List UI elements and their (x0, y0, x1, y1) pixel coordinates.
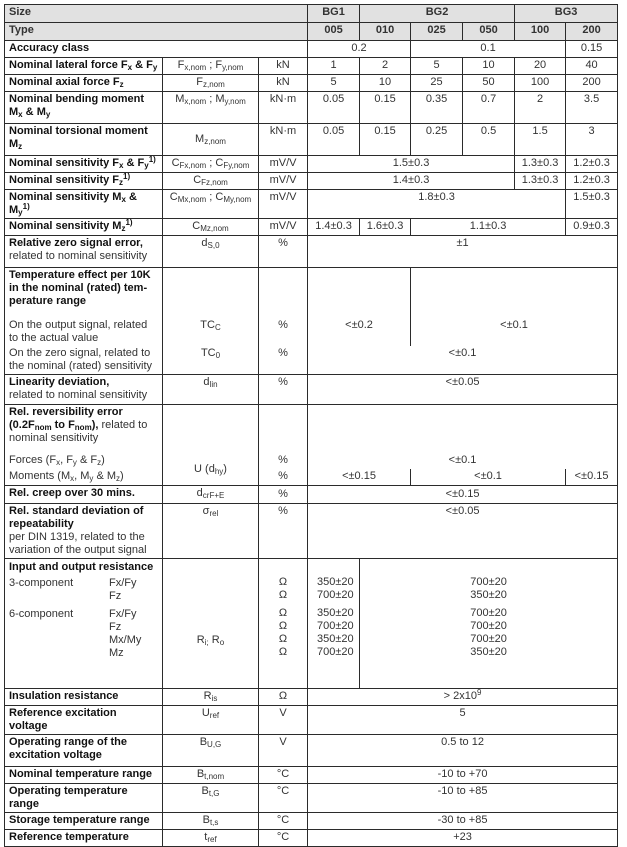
value-cell: <±0.1 (308, 453, 618, 469)
value-cell: 1.3±0.3 (515, 173, 566, 190)
lateral-unit: kN (259, 58, 308, 75)
op-voltage-label: Operating range of the excitation voltage (9, 736, 127, 761)
value-cell: 350±20 (470, 646, 507, 658)
value-cell: 3.5 (566, 92, 618, 124)
component: Mz (109, 647, 124, 659)
sens-fz-symbol: $C_{Fz,nom}$ (163, 173, 259, 190)
value-cell: 0.7 (463, 92, 515, 124)
ohm-unit: Ω (278, 633, 288, 645)
value-cell: <±0.15 (308, 469, 411, 486)
creep-label: Rel. creep over 30 mins. (9, 487, 135, 499)
axial-label: Nominal axial force $F_z$ (9, 76, 124, 89)
resistance-group-3 (9, 577, 158, 603)
value-cell: <±0.1 (308, 346, 618, 375)
resistance-bg1-values (308, 559, 360, 689)
lateral-symbol: $F_{x,nom}$ ; $F_{y,nom}$ (163, 58, 259, 75)
reversibility-symbol: U $(d_{hy})$ (163, 453, 259, 486)
value-cell: 700±20 (470, 576, 507, 588)
value-cell: <±0.05 (308, 504, 618, 559)
value-cell: 350±20 (470, 589, 507, 601)
sensitivity-mz-row (5, 219, 618, 236)
accuracy-value: 0.2 (308, 41, 411, 58)
moments-unit: % (259, 469, 308, 486)
ohm-unit: Ω (278, 576, 288, 588)
sens-mz-unit: mV/V (259, 219, 308, 236)
value-cell: > $2x10^9$ (308, 689, 618, 706)
value-cell: 3 (566, 124, 618, 156)
linearity-label: Linearity deviation, (9, 376, 110, 388)
ref-voltage-label: Reference excitation voltage (9, 707, 117, 732)
operating-temp-row (5, 784, 618, 813)
value-cell: -10 to +70 (308, 767, 618, 784)
value-cell: -30 to +85 (308, 813, 618, 830)
value-cell: 10 (463, 58, 515, 75)
resistance-label: Input and output resistance (9, 561, 154, 573)
value-cell: 1.2±0.3 (566, 156, 618, 173)
moments-label: Moments ($M_x$, $M_y$ & $M_z$) (5, 469, 163, 486)
storage-temp-symbol: $B_{t,s}$ (163, 813, 259, 830)
axial-force-row (5, 75, 618, 92)
temp-zero-symbol: $TC_0$ (163, 346, 259, 375)
value-cell: 0.35 (411, 92, 463, 124)
resistance-row (5, 559, 618, 689)
ref-voltage-unit: V (259, 706, 308, 735)
value-cell: 700±20 (470, 633, 507, 645)
value-cell: 0.5 to 12 (308, 735, 618, 767)
lateral-label: Nominal lateral force $F_x$ & $F_y$ (9, 59, 158, 72)
creep-row (5, 486, 618, 504)
value-cell: 1.4±0.3 (308, 219, 360, 236)
reference-temp-unit: °C (259, 830, 308, 847)
value-cell: <±0.2 (308, 318, 411, 346)
value-cell: 1.4±0.3 (308, 173, 515, 190)
repeatability-sublabel: per DIN 1319, related to the variation of the output signal (9, 531, 147, 556)
value-cell: <±0.15 (308, 486, 618, 504)
value-cell: 1.5±0.3 (566, 190, 618, 219)
value-cell: 350±20 (317, 576, 354, 588)
value-cell: 100 (515, 75, 566, 92)
value-cell: 2 (360, 58, 411, 75)
value-cell: ±1 (308, 236, 618, 268)
sens-mxy-label: Nominal sensitivity $M_x$ & $M_y^{1)}$ (9, 191, 137, 217)
temp-zero-unit: % (259, 346, 308, 375)
temp-output-label: On the output signal, related to the actual value (5, 318, 163, 346)
sens-mz-symbol: $C_{Mz,nom}$ (163, 219, 259, 236)
value-cell: 0.05 (308, 92, 360, 124)
linearity-sublabel: related to nominal sensitivity (9, 389, 148, 401)
creep-symbol: $d_{crF+E}$ (163, 486, 259, 504)
resistance-units (259, 559, 308, 689)
value-cell: 0.05 (308, 124, 360, 156)
value-cell: 25 (411, 75, 463, 92)
value-cell: <±0.05 (308, 375, 618, 405)
value-cell: -10 to +85 (308, 784, 618, 813)
ohm-unit: Ω (278, 589, 288, 601)
reversibility-forces-row (5, 453, 618, 469)
value-cell: 0.15 (360, 124, 411, 156)
nominal-temp-symbol: $B_{t,nom}$ (163, 767, 259, 784)
storage-temp-unit: °C (259, 813, 308, 830)
value-cell: 700±20 (470, 620, 507, 632)
value-cell: 0.5 (463, 124, 515, 156)
value-cell: 700±20 (470, 607, 507, 619)
size-label: Size (5, 5, 308, 23)
value-cell: 10 (360, 75, 411, 92)
op-voltage-row (5, 735, 618, 767)
zero-err-sublabel: related to nominal sensitivity (9, 250, 148, 262)
insulation-label: Insulation resistance (9, 690, 119, 702)
lateral-force-row (5, 58, 618, 75)
torsional-symbol: $M_{z,nom}$ (163, 124, 259, 156)
accuracy-value: 0.1 (411, 41, 566, 58)
sens-fxy-label: Nominal sensitivity $F_x$ & $F_y^{1)}$ (9, 155, 156, 170)
value-cell: 40 (566, 58, 618, 75)
sens-mxy-symbol: $C_{Mx,nom}$ ; $C_{My,nom}$ (163, 190, 259, 219)
value-cell: 700±20 (317, 589, 354, 601)
value-cell: 5 (308, 706, 618, 735)
bending-symbol: $M_{x,nom}$ ; $M_{y,nom}$ (163, 92, 259, 124)
value-cell: 1.3±0.3 (515, 156, 566, 173)
reference-temp-row (5, 830, 618, 847)
value-cell: 700±20 (317, 646, 354, 658)
value-cell: 1.6±0.3 (360, 219, 411, 236)
zero-err-symbol: $d_{S,0}$ (163, 236, 259, 268)
value-cell: 350±20 (317, 633, 354, 645)
value-cell: 1.8±0.3 (308, 190, 566, 219)
op-voltage-symbol: $B_{U,G}$ (163, 735, 259, 767)
type-005: 005 (308, 23, 360, 41)
sensitivity-mxy-row (5, 190, 618, 219)
linearity-symbol: $d_{lin}$ (163, 375, 259, 405)
size-bg1: BG1 (308, 5, 360, 23)
operating-temp-unit: °C (259, 784, 308, 813)
nominal-temp-label: Nominal temperature range (9, 768, 153, 780)
torsional-label: Nominal torsional moment $M_z$ (9, 125, 148, 151)
axial-symbol: $F_{z,nom}$ (163, 75, 259, 92)
value-cell: 200 (566, 75, 618, 92)
value-cell: <±0.15 (566, 469, 618, 486)
repeatability-symbol: $\sigma_{rel}$ (163, 504, 259, 559)
accuracy-label: Accuracy class (9, 42, 90, 54)
insulation-symbol: $R_{is}$ (163, 689, 259, 706)
operating-temp-label: Operating temperature range (9, 785, 128, 810)
forces-label: Forces ($F_x$, $F_y$ & $F_z$) (5, 453, 163, 469)
nominal-temp-unit: °C (259, 767, 308, 784)
value-cell: 0.15 (360, 92, 411, 124)
value-cell: <±0.1 (411, 469, 566, 486)
temp-effect-zero-row (5, 346, 618, 375)
ohm-unit: Ω (278, 620, 288, 632)
value-cell: 700±20 (317, 620, 354, 632)
sens-fxy-symbol: $C_{Fx,nom}$ ; $C_{Fy,nom}$ (163, 156, 259, 173)
sens-mxy-unit: mV/V (259, 190, 308, 219)
size-header-row (5, 5, 618, 23)
ohm-unit: Ω (278, 607, 288, 619)
nominal-temp-row (5, 767, 618, 784)
value-cell: 350±20 (317, 607, 354, 619)
torsional-moment-row (5, 124, 618, 156)
component: Fz (109, 621, 122, 633)
value-cell: 1 (308, 58, 360, 75)
type-010: 010 (360, 23, 411, 41)
type-025: 025 (411, 23, 463, 41)
group-name: 3-component (9, 577, 74, 589)
component: Fx/Fy (109, 577, 137, 589)
value-cell: +23 (308, 830, 618, 847)
value-cell: 1.2±0.3 (566, 173, 618, 190)
reference-temp-symbol: $t_{ref}$ (163, 830, 259, 847)
type-label: Type (5, 23, 308, 41)
sens-fz-label: Nominal sensitivity $F_z^{1)}$ (9, 172, 131, 187)
sensitivity-fz-row (5, 173, 618, 190)
type-100: 100 (515, 23, 566, 41)
resistance-group-6 (9, 608, 158, 660)
temp-zero-label: On the zero signal, related to the nominal (rated) sensitivity (5, 346, 163, 375)
op-voltage-unit: V (259, 735, 308, 767)
forces-unit: % (259, 453, 308, 469)
linearity-row (5, 375, 618, 405)
temp-effect-header-row (5, 268, 618, 319)
size-bg3: BG3 (515, 5, 618, 23)
specification-table (4, 4, 618, 847)
operating-temp-symbol: $B_{t,G}$ (163, 784, 259, 813)
repeatability-row (5, 504, 618, 559)
component: Mx/My (109, 634, 142, 646)
value-cell: 1.5 (515, 124, 566, 156)
size-bg2: BG2 (360, 5, 515, 23)
type-050: 050 (463, 23, 515, 41)
bending-moment-row (5, 92, 618, 124)
temp-output-symbol: $TC_C$ (163, 318, 259, 346)
reference-temp-label: Reference temperature (9, 831, 129, 843)
zero-signal-error-row (5, 236, 618, 268)
bending-unit: kN·m (259, 92, 308, 124)
value-cell: 1.1±0.3 (411, 219, 566, 236)
value-cell: 2 (515, 92, 566, 124)
temp-effect-label: Temperature effect per 10K in the nominal (rated) tem-perature range (9, 269, 151, 307)
value-cell: 1.5±0.3 (308, 156, 515, 173)
value-cell: 5 (411, 58, 463, 75)
value-cell: <±0.1 (411, 318, 618, 346)
linearity-unit: % (259, 375, 308, 405)
group-name: 6-component (9, 608, 74, 620)
component: Fx/Fy (109, 608, 137, 620)
sens-fxy-unit: mV/V (259, 156, 308, 173)
insulation-unit: Ω (259, 689, 308, 706)
resistance-other-values (360, 559, 618, 689)
bending-label: Nominal bending moment $M_x$ & $M_y$ (9, 93, 145, 119)
axial-unit: kN (259, 75, 308, 92)
zero-err-label: Relative zero signal error, (9, 237, 143, 249)
value-cell: 0.9±0.3 (566, 219, 618, 236)
zero-err-unit: % (259, 236, 308, 268)
storage-temp-row (5, 813, 618, 830)
reversibility-moments-row (5, 469, 618, 486)
value-cell: 5 (308, 75, 360, 92)
sensitivity-fxy-row (5, 156, 618, 173)
type-200: 200 (566, 23, 618, 41)
reversibility-label: Rel. reversibility error (9, 406, 123, 418)
reversibility-sublabel: ($0.2F_{nom}$ to $F_{nom}$), related to nominal sensitivity (9, 419, 148, 444)
ref-voltage-row (5, 706, 618, 735)
value-cell: 0.25 (411, 124, 463, 156)
accuracy-row (5, 41, 618, 58)
storage-temp-label: Storage temperature range (9, 814, 150, 826)
ref-voltage-symbol: $U_{ref}$ (163, 706, 259, 735)
sens-fz-unit: mV/V (259, 173, 308, 190)
type-header-row (5, 23, 618, 41)
torsional-unit: kN·m (259, 124, 308, 156)
value-cell: 50 (463, 75, 515, 92)
repeatability-label: Rel. standard deviation of repeatability (9, 505, 144, 530)
temp-output-unit: % (259, 318, 308, 346)
sens-mz-label: Nominal sensitivity $M_z^{1)}$ (9, 218, 133, 233)
value-cell: 20 (515, 58, 566, 75)
ohm-unit: Ω (278, 646, 288, 658)
accuracy-value: 0.15 (566, 41, 618, 58)
temp-effect-output-row (5, 318, 618, 346)
insulation-row (5, 689, 618, 706)
component: Fz (109, 590, 122, 602)
reversibility-header-row (5, 405, 618, 454)
resistance-symbol: $R_{i;}$ $R_o$ (163, 559, 259, 689)
repeatability-unit: % (259, 504, 308, 559)
creep-unit: % (259, 486, 308, 504)
